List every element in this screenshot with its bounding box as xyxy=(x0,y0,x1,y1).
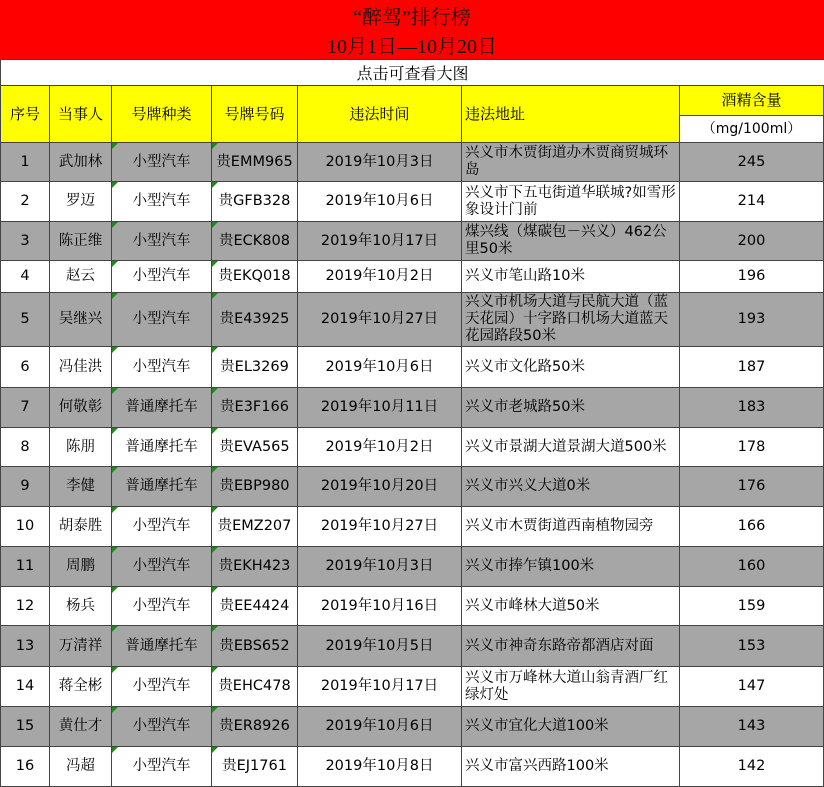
violation-time: 2019年10月16日 xyxy=(298,587,462,626)
table-row xyxy=(0,428,824,467)
plate-number: 贵EE4424 xyxy=(212,587,298,626)
violation-time: 2019年10月17日 xyxy=(298,667,462,707)
plate-number: 贵GFB328 xyxy=(212,182,298,222)
party-name: 何敬彰 xyxy=(50,388,112,428)
plate-number: 贵E3F166 xyxy=(212,388,298,428)
row-index: 5 xyxy=(0,293,50,347)
table-row xyxy=(0,293,824,347)
row-index: 10 xyxy=(0,507,50,547)
view-hint: 点击可查看大图 xyxy=(0,60,824,86)
table-row xyxy=(0,261,824,293)
header-alcohol-unit: （mg/100ml） xyxy=(680,116,823,142)
table-row xyxy=(0,182,824,222)
violation-time: 2019年10月3日 xyxy=(298,547,462,587)
table-row xyxy=(0,467,824,507)
violation-time: 2019年10月27日 xyxy=(298,293,462,347)
table-row xyxy=(0,626,824,667)
violation-address: 兴义市木贾街道西南植物园旁 xyxy=(462,507,680,547)
party-name: 武加林 xyxy=(50,143,112,182)
alcohol-level: 142 xyxy=(680,747,824,787)
plate-number: 贵EHC478 xyxy=(212,667,298,707)
violation-time: 2019年10月3日 xyxy=(298,143,462,182)
party-name: 冯佳洪 xyxy=(50,347,112,388)
plate-type: 小型汽车 xyxy=(112,222,212,261)
party-name: 冯超 xyxy=(50,747,112,787)
row-index: 9 xyxy=(0,467,50,507)
violation-address: 兴义市万峰林大道山翁青酒厂红绿灯处 xyxy=(462,667,680,707)
header-plate-number: 号牌号码 xyxy=(212,86,298,143)
title-band xyxy=(0,0,824,60)
plate-number: 贵E43925 xyxy=(212,293,298,347)
alcohol-level: 178 xyxy=(680,428,824,467)
table-row xyxy=(0,747,824,787)
party-name: 陈正维 xyxy=(50,222,112,261)
violation-time: 2019年10月20日 xyxy=(298,467,462,507)
violation-time: 2019年10月8日 xyxy=(298,747,462,787)
violation-time: 2019年10月6日 xyxy=(298,347,462,388)
alcohol-level: 147 xyxy=(680,667,824,707)
row-index: 2 xyxy=(0,182,50,222)
violation-address: 兴义市捧乍镇100米 xyxy=(462,547,680,587)
plate-type: 小型汽车 xyxy=(112,587,212,626)
header-index: 序号 xyxy=(0,86,50,143)
table-row xyxy=(0,507,824,547)
party-name: 杨兵 xyxy=(50,587,112,626)
row-index: 16 xyxy=(0,747,50,787)
alcohol-level: 196 xyxy=(680,261,824,293)
violation-time: 2019年10月2日 xyxy=(298,428,462,467)
alcohol-level: 153 xyxy=(680,626,824,667)
table-row xyxy=(0,143,824,182)
plate-type: 普通摩托车 xyxy=(112,467,212,507)
violation-address: 兴义市神奇东路帝都酒店对面 xyxy=(462,626,680,667)
alcohol-level: 183 xyxy=(680,388,824,428)
violation-time: 2019年10月6日 xyxy=(298,182,462,222)
party-name: 李健 xyxy=(50,467,112,507)
party-name: 赵云 xyxy=(50,261,112,293)
alcohol-level: 160 xyxy=(680,547,824,587)
plate-number: 贵EJ1761 xyxy=(212,747,298,787)
row-index: 8 xyxy=(0,428,50,467)
plate-type: 普通摩托车 xyxy=(112,626,212,667)
plate-type: 小型汽车 xyxy=(112,507,212,547)
plate-type: 小型汽车 xyxy=(112,347,212,388)
table-row xyxy=(0,547,824,587)
table-row xyxy=(0,667,824,707)
violation-time: 2019年10月6日 xyxy=(298,707,462,747)
plate-number: 贵EL3269 xyxy=(212,347,298,388)
alcohol-level: 159 xyxy=(680,587,824,626)
alcohol-level: 193 xyxy=(680,293,824,347)
plate-type: 小型汽车 xyxy=(112,261,212,293)
violation-address: 兴义市景湖大道景湖大道500米 xyxy=(462,428,680,467)
table-header xyxy=(0,86,824,143)
party-name: 蒋全彬 xyxy=(50,667,112,707)
plate-type: 普通摩托车 xyxy=(112,428,212,467)
page-title: “醉驾”排行榜 xyxy=(353,6,471,29)
plate-number: 贵EBS652 xyxy=(212,626,298,667)
header-violation-address: 违法地址 xyxy=(462,86,680,143)
party-name: 胡泰胜 xyxy=(50,507,112,547)
header-party: 当事人 xyxy=(50,86,112,143)
party-name: 陈朋 xyxy=(50,428,112,467)
party-name: 周鹏 xyxy=(50,547,112,587)
row-index: 4 xyxy=(0,261,50,293)
alcohol-level: 166 xyxy=(680,507,824,547)
table-row xyxy=(0,347,824,388)
plate-number: 贵EMM965 xyxy=(212,143,298,182)
plate-number: 贵EMZ207 xyxy=(212,507,298,547)
date-range: 10月1日—10月20日 xyxy=(327,36,497,58)
plate-type: 小型汽车 xyxy=(112,707,212,747)
alcohol-level: 245 xyxy=(680,143,824,182)
header-violation-time: 违法时间 xyxy=(298,86,462,143)
table-row xyxy=(0,222,824,261)
plate-type: 小型汽车 xyxy=(112,547,212,587)
violation-address: 兴义市兴义大道0米 xyxy=(462,467,680,507)
alcohol-level: 200 xyxy=(680,222,824,261)
plate-number: 贵EBP980 xyxy=(212,467,298,507)
table-row xyxy=(0,388,824,428)
violation-address: 兴义市老城路50米 xyxy=(462,388,680,428)
violation-address: 兴义市下五屯街道华联城?如雪形象设计门前 xyxy=(462,182,680,222)
party-name: 黄仕才 xyxy=(50,707,112,747)
violation-time: 2019年10月17日 xyxy=(298,222,462,261)
plate-type: 小型汽车 xyxy=(112,747,212,787)
alcohol-level: 176 xyxy=(680,467,824,507)
violation-address: 兴义市峰林大道50米 xyxy=(462,587,680,626)
row-index: 13 xyxy=(0,626,50,667)
plate-type: 小型汽车 xyxy=(112,182,212,222)
row-index: 14 xyxy=(0,667,50,707)
row-index: 7 xyxy=(0,388,50,428)
plate-type: 小型汽车 xyxy=(112,293,212,347)
table-row xyxy=(0,707,824,747)
row-index: 15 xyxy=(0,707,50,747)
row-index: 3 xyxy=(0,222,50,261)
violation-time: 2019年10月27日 xyxy=(298,507,462,547)
party-name: 万清祥 xyxy=(50,626,112,667)
row-index: 12 xyxy=(0,587,50,626)
plate-type: 普通摩托车 xyxy=(112,388,212,428)
violation-address: 兴义市笔山路10米 xyxy=(462,261,680,293)
violation-address: 兴义市机场大道与民航大道（蓝天花园）十字路口机场大道蓝天花园路段50米 xyxy=(462,293,680,347)
alcohol-level: 214 xyxy=(680,182,824,222)
plate-number: 贵ECK808 xyxy=(212,222,298,261)
violation-address: 兴义市木贾街道办木贾商贸城环岛 xyxy=(462,143,680,182)
header-plate-type: 号牌种类 xyxy=(112,86,212,143)
party-name: 罗迈 xyxy=(50,182,112,222)
header-alcohol-label: 酒精含量 xyxy=(680,86,823,116)
violation-time: 2019年10月11日 xyxy=(298,388,462,428)
party-name: 吴继兴 xyxy=(50,293,112,347)
violation-address: 兴义市宜化大道100米 xyxy=(462,707,680,747)
plate-number: 贵EVA565 xyxy=(212,428,298,467)
row-index: 11 xyxy=(0,547,50,587)
plate-type: 小型汽车 xyxy=(112,667,212,707)
violation-address: 兴义市富兴西路100米 xyxy=(462,747,680,787)
alcohol-level: 187 xyxy=(680,347,824,388)
table-body xyxy=(0,143,824,787)
violation-address: 煤兴线（煤碳包－兴义）462公里50米 xyxy=(462,222,680,261)
plate-number: 贵EKH423 xyxy=(212,547,298,587)
plate-number: 贵ER8926 xyxy=(212,707,298,747)
violation-time: 2019年10月2日 xyxy=(298,261,462,293)
header-alcohol xyxy=(680,86,824,143)
row-index: 6 xyxy=(0,347,50,388)
plate-type: 小型汽车 xyxy=(112,143,212,182)
violation-address: 兴义市文化路50米 xyxy=(462,347,680,388)
row-index: 1 xyxy=(0,143,50,182)
violation-time: 2019年10月5日 xyxy=(298,626,462,667)
table-row xyxy=(0,587,824,626)
plate-number: 贵EKQ018 xyxy=(212,261,298,293)
alcohol-level: 143 xyxy=(680,707,824,747)
